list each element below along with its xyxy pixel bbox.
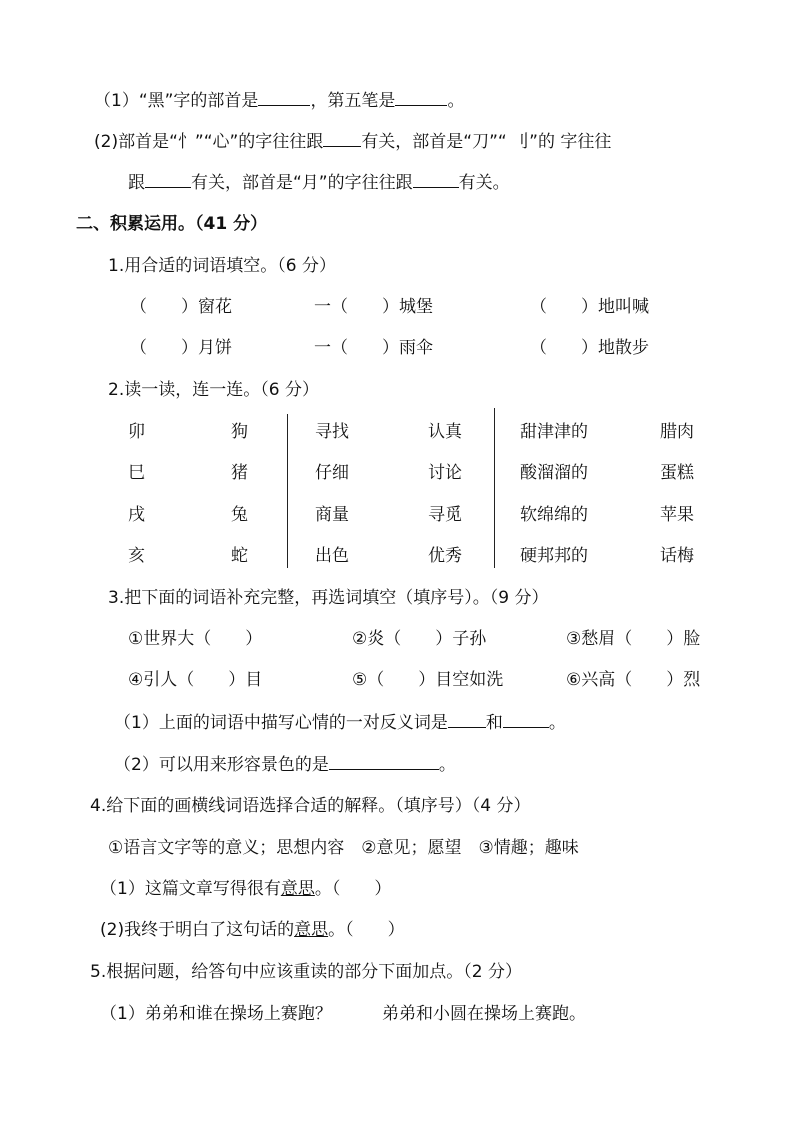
answer-blank[interactable] xyxy=(145,170,191,188)
q2-item: 腊肉 xyxy=(660,422,694,442)
q2-row xyxy=(0,420,794,444)
q1-row xyxy=(0,336,794,360)
q1-item: 一（ ）雨伞 xyxy=(314,338,433,358)
q2-item: 亥 xyxy=(128,546,145,566)
q4-title: 4.给下面的画横线词语选择合适的解释。（填序号）（4 分） xyxy=(90,796,531,816)
answer-blank[interactable] xyxy=(329,752,439,770)
q2-row xyxy=(0,544,794,568)
q1-item: （ ）窗花 xyxy=(130,297,232,317)
underlined-word: 意思 xyxy=(294,920,329,940)
q2-item: 猪 xyxy=(231,463,248,483)
q5-title: 5.根据问题，给答句中应该重读的部分下面加点。（2 分） xyxy=(90,962,522,982)
q3-title: 3.把下面的词语补充完整，再选词填空（填序号）。（9 分） xyxy=(108,588,549,608)
q4-sub1: （1）这篇文章写得很有意思。（ ） xyxy=(100,879,392,899)
answer-blank[interactable] xyxy=(323,129,361,147)
part1-q2-line2: 跟 有关，部首是“月”的字往往跟 有关。 xyxy=(128,170,510,195)
q2-item: 兔 xyxy=(231,505,248,525)
q2-item: 卯 xyxy=(128,422,145,442)
q1-title: 1.用合适的词语填空。（6 分） xyxy=(108,256,336,276)
q2-item: 硬邦邦的 xyxy=(520,546,588,566)
part1-q1: （1）“黑”字的部首是 ，第五笔是 。 xyxy=(94,88,464,113)
q1-item: 一（ ）城堡 xyxy=(314,297,433,317)
q3-sub1: （1）上面的词语中描写心情的一对反义词是 和 。 xyxy=(114,710,566,735)
q2-item: 戌 xyxy=(128,505,145,525)
q2-item: 蛋糕 xyxy=(660,463,694,483)
q5-sub1-question: （1）弟弟和谁在操场上赛跑？ xyxy=(100,1004,332,1024)
q1-item: （ ）月饼 xyxy=(130,338,232,358)
q1-row xyxy=(0,295,794,319)
q3-item: ⑤（ ）目空如洗 xyxy=(352,670,504,690)
q2-item: 讨论 xyxy=(428,463,462,483)
q2-item: 巳 xyxy=(128,463,145,483)
q5-sub1-answer: 弟弟和小圆在操场上赛跑。 xyxy=(382,1004,586,1024)
section-title: 二、积累运用。（41 分） xyxy=(76,214,268,234)
q2-item: 酸溜溜的 xyxy=(520,463,588,483)
q2-item: 商量 xyxy=(315,505,349,525)
q2-item: 甜津津的 xyxy=(520,422,588,442)
answer-blank[interactable] xyxy=(413,170,459,188)
q2-row xyxy=(0,461,794,485)
q2-item: 话梅 xyxy=(660,546,694,566)
q1-item: （ ）地叫喊 xyxy=(530,297,649,317)
answer-blank[interactable] xyxy=(258,88,310,106)
q2-item: 寻觅 xyxy=(428,505,462,525)
underlined-word: 意思 xyxy=(280,879,315,899)
answer-blank[interactable] xyxy=(448,710,486,728)
part1-q2-line1: (2)部首是“忄”“心”的字往往跟 有关，部首是“刀”“ 刂”的 字往往 xyxy=(94,129,611,154)
q3-sub2: （2）可以用来形容景色的是 。 xyxy=(114,752,456,777)
q3-item: ①世界大（ ） xyxy=(128,629,263,649)
q4-sub2: (2)我终于明白了这句话的意思。（ ） xyxy=(100,920,405,940)
q3-row xyxy=(0,627,794,651)
q3-item: ③愁眉（ ）脸 xyxy=(566,629,701,649)
answer-blank[interactable] xyxy=(503,710,549,728)
q2-item: 蛇 xyxy=(231,546,248,566)
q3-item: ②炎（ ）子孙 xyxy=(352,629,487,649)
q4-options: ①语言文字等的意义；思想内容 ②意见；愿望 ③情趣；趣味 xyxy=(108,838,579,858)
q2-item: 优秀 xyxy=(428,546,462,566)
q2-title: 2.读一读，连一连。（6 分） xyxy=(108,380,319,400)
q3-item: ⑥兴高（ ）烈 xyxy=(566,670,701,690)
q2-item: 苹果 xyxy=(660,505,694,525)
q2-row xyxy=(0,503,794,527)
q2-item: 软绵绵的 xyxy=(520,505,588,525)
q2-item: 寻找 xyxy=(315,422,349,442)
answer-blank[interactable] xyxy=(395,88,447,106)
q2-item: 仔细 xyxy=(315,463,349,483)
q2-item: 出色 xyxy=(315,546,349,566)
q2-item: 认真 xyxy=(428,422,462,442)
q2-item: 狗 xyxy=(231,422,248,442)
q3-row xyxy=(0,668,794,692)
q1-item: （ ）地散步 xyxy=(530,338,649,358)
q3-item: ④引人（ ）目 xyxy=(128,670,263,690)
